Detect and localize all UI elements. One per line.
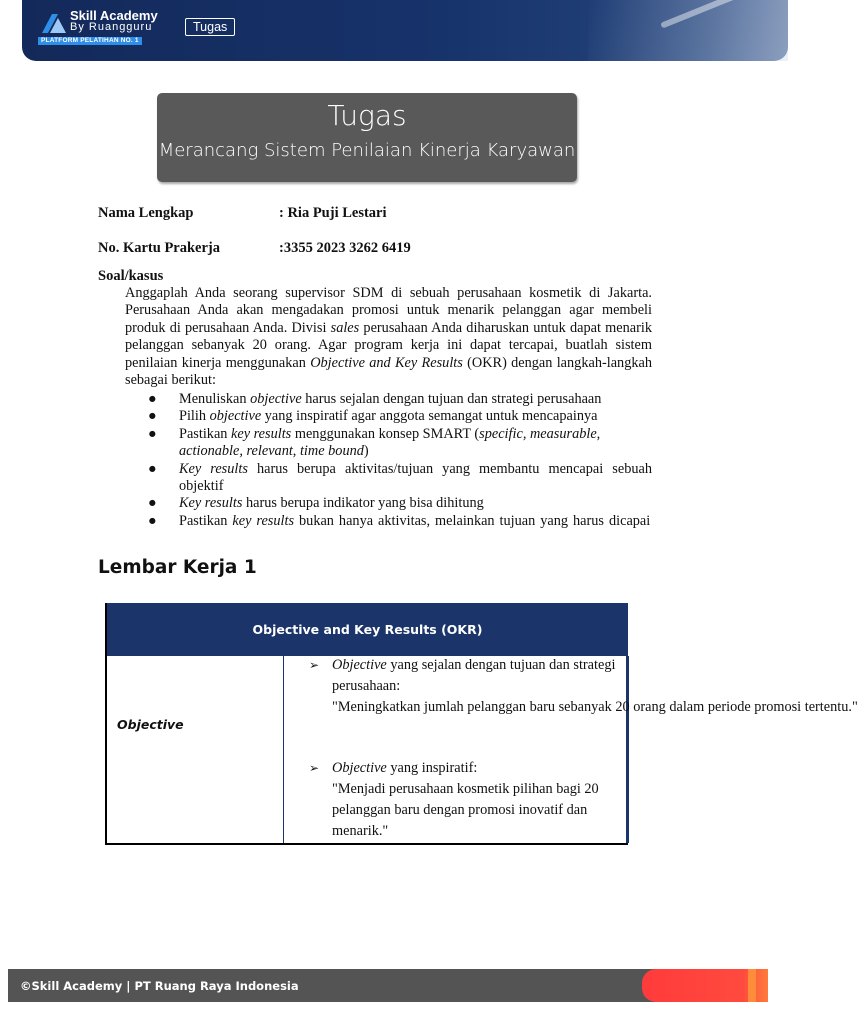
table-header: Objective and Key Results (OKR) [107, 603, 628, 656]
page-title: Tugas [327, 99, 407, 132]
list-item: ● Pastikan key results menggunakan konsep SMART (specific, measurable, actionable, relevant, time bound) [148, 425, 601, 460]
table-divider [283, 656, 284, 843]
logo-subtitle: By Ruangguru [70, 21, 153, 33]
bullet-icon: ● [148, 425, 157, 442]
skill-academy-logo-icon [40, 12, 68, 34]
section-label: Tugas [185, 18, 235, 36]
list-item: ● Key results harus berupa indikator yang bisa dihitung [148, 495, 484, 512]
arrow-bullet-icon: ➢ [309, 658, 320, 672]
page-subtitle: Merancang Sistem Penilaian Kinerja Karyawan [158, 140, 576, 161]
footer-copyright: ©Skill Academy | PT Ruang Raya Indonesia [20, 979, 299, 993]
bullet-icon: ● [148, 512, 157, 529]
case-paragraph: Anggaplah Anda seorang supervisor SDM di sebuah perusahaan kosmetik di Jakarta. Perusahaan Anda akan mengadakan promosi untuk menarik pelanggan agar membeli produk di perusahaan Anda. Divisi sales perusahaan Anda diharuskan untuk dapat menarik pelanggan sebanyak 20 orang. Agar program kerja ini dapat tercapai, buatlah sistem penilaian kinerja menggunakan Objective and Key Results (OKR) dengan langkah-langkah sebagai berikut: [125, 285, 652, 389]
logo-title: Skill Academy [70, 8, 158, 23]
bullet-icon: ● [148, 408, 157, 425]
page-footer [8, 969, 768, 1002]
logo-tagline: PLATFORM PELATIHAN NO. 1 [38, 37, 142, 45]
arrow-bullet-icon: ➢ [309, 761, 320, 775]
bullet-icon: ● [148, 495, 157, 512]
name-value: : Ria Puji Lestari [279, 205, 387, 221]
objective-item: ➢ Objective yang inspiratif: "Menjadi perusahaan kosmetik pilihan bagi 20 pelanggan baru dengan promosi inovatif dan menarik." [309, 760, 599, 839]
objective-label: Objective [117, 717, 184, 732]
name-label: Nama Lengkap [98, 205, 194, 221]
list-item: ● Pastikan key results bukan hanya aktivitas, melainkan tujuan yang harus dicapai [148, 512, 651, 529]
instruction-list [125, 391, 652, 530]
page-header [22, 0, 788, 61]
case-label: Soal/kasus [98, 268, 164, 284]
footer-accent [642, 969, 768, 1002]
card-number-value: :3355 2023 3262 6419 [279, 240, 411, 256]
card-number-label: No. Kartu Prakerja [98, 240, 221, 256]
list-item: ● Key results harus berupa aktivitas/tujuan yang membantu mencapai sebuah objektif [148, 460, 652, 495]
title-banner [157, 93, 577, 182]
worksheet-title: Lembar Kerja 1 [98, 557, 257, 578]
objective-item: ➢ Objective yang sejalan dengan tujuan dan strategi perusahaan: "Meningkatkan jumlah pelanggan baru sebanyak 20 orang dalam periode promosi tertentu." [309, 657, 858, 715]
bullet-icon: ● [148, 391, 157, 407]
header-decoration [588, 0, 788, 61]
okr-table [105, 603, 858, 845]
list-item: ● Pilih objective yang inspiratif agar anggota semangat untuk mencapainya [148, 408, 598, 425]
bullet-icon: ● [148, 460, 157, 477]
list-item: ● Menuliskan objective harus sejalan dengan tujuan dan strategi perusahaan [148, 391, 602, 407]
